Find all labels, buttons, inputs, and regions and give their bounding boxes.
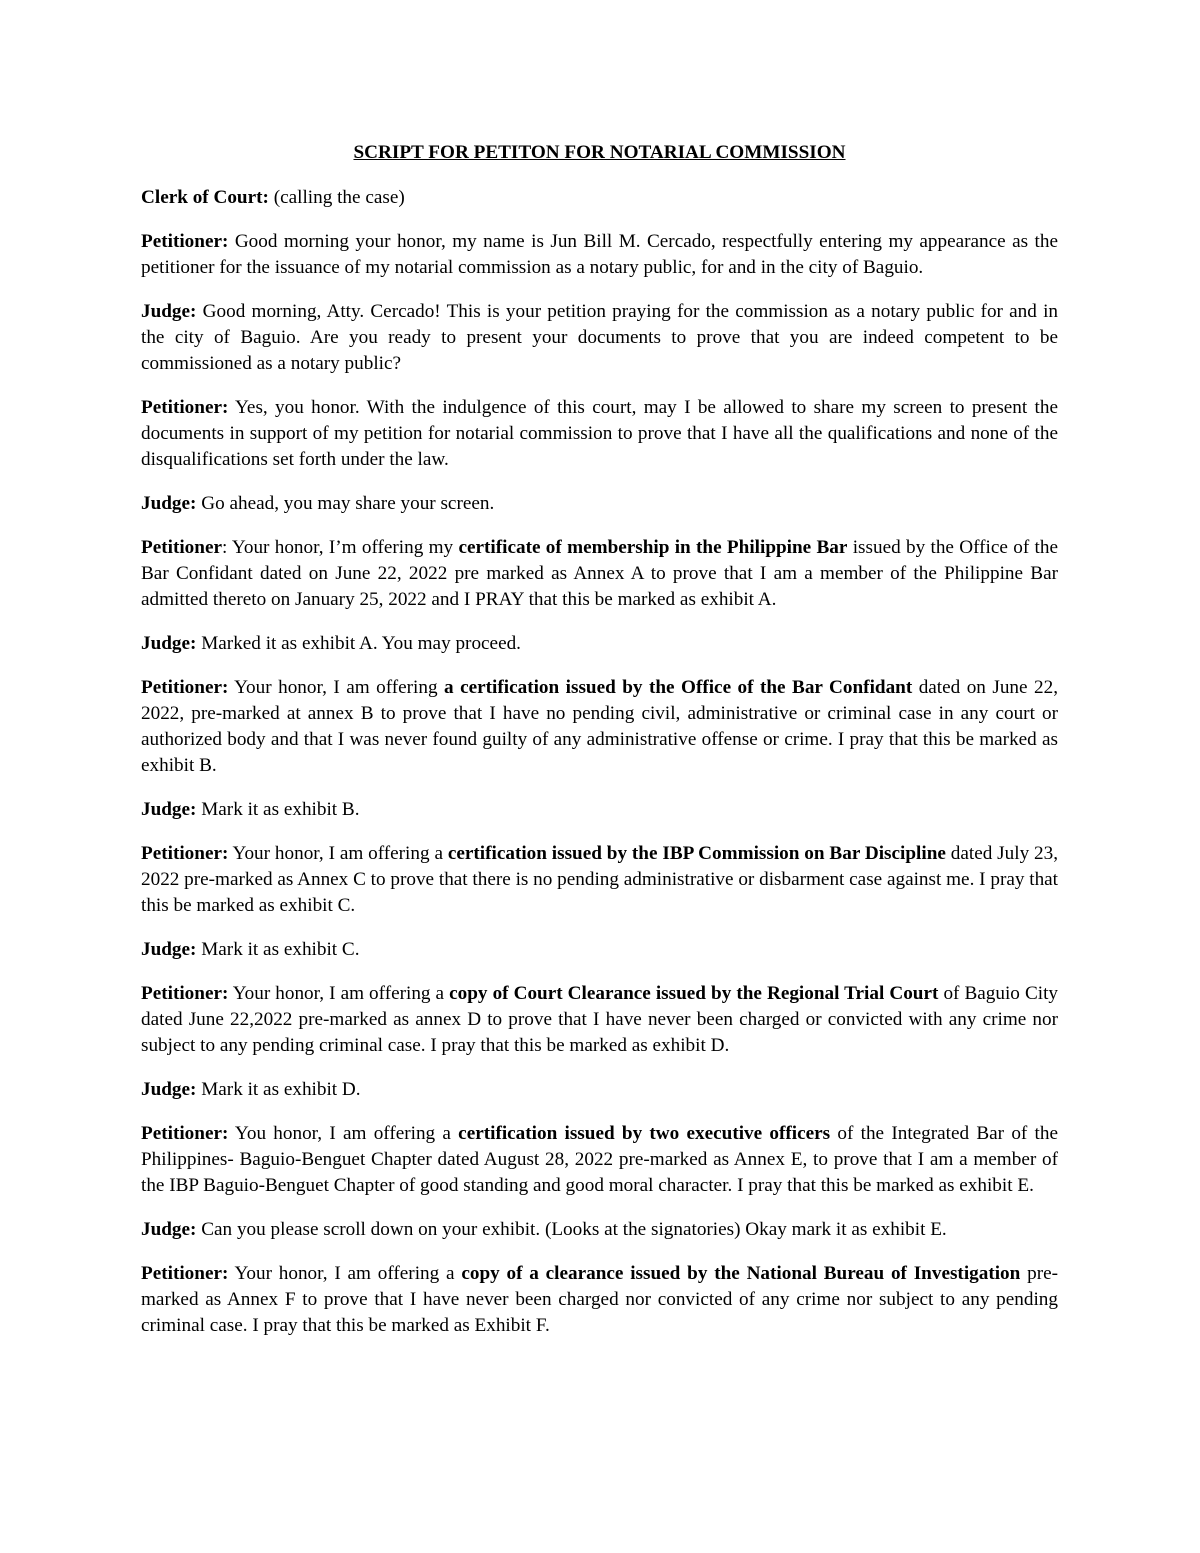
script-paragraph	[141, 229, 1058, 281]
speaker-label: Clerk of Court:	[141, 187, 269, 208]
paragraph-text: Go ahead, you may share your screen.	[196, 493, 495, 514]
speaker-label: Petitioner:	[141, 843, 229, 864]
speaker-label: Petitioner:	[141, 677, 229, 698]
speaker-label: Judge:	[141, 1079, 197, 1100]
script-paragraph	[141, 841, 1058, 919]
emphasized-text: certification issued by two executive officers	[458, 1123, 831, 1144]
script-paragraph	[141, 937, 1058, 963]
paragraph-text: of Baguio City dated June 22,2022 pre-marked as annex D to prove that I have never been charged or convicted with any crime nor subject to any pending criminal case. I pray that this be marked as exhibit D.	[141, 983, 1059, 1056]
speaker-label: Petitioner:	[141, 983, 229, 1004]
paragraph-text: issued by the Office of the Bar Confidant dated on June 22, 2022 pre marked as Annex A to prove that I am a member of the Philippine Bar admitted thereto on January 25, 2022 and I PRAY that this be marked as exhibit A.	[141, 537, 1058, 610]
script-paragraph	[141, 981, 1058, 1059]
paragraph-text: Can you please scroll down on your exhibit. (Looks at the signatories) Okay mark it as exhibit E.	[196, 1219, 947, 1240]
paragraph-text: pre-marked as Annex F to prove that I have never been charged nor convicted of any crime nor subject to any pending criminal case. I pray that this be marked as Exhibit F.	[141, 1263, 1059, 1336]
speaker-label: Judge:	[141, 939, 197, 960]
speaker-label: Petitioner:	[141, 231, 229, 252]
emphasized-text: copy of Court Clearance issued by the Regional Trial Court	[449, 983, 939, 1004]
script-paragraph	[141, 797, 1058, 823]
speaker-label: Judge:	[141, 301, 197, 322]
emphasized-text: copy of a clearance issued by the National Bureau of Investigation	[461, 1263, 1021, 1284]
paragraph-text: You honor, I am offering a	[228, 1123, 459, 1144]
script-paragraph	[141, 395, 1058, 473]
paragraph-text: Yes, you honor. With the indulgence of this court, may I be allowed to share my screen to present the documents in support of my petition for notarial commission to prove that I have all the qualifications and none of the disqualifications set forth under the law.	[141, 397, 1058, 470]
paragraph-text: Mark it as exhibit D.	[196, 1079, 361, 1100]
script-paragraph	[141, 1121, 1058, 1199]
script-paragraph	[141, 631, 1058, 657]
paragraph-text: dated July 23, 2022 pre-marked as Annex C to prove that there is no pending administrative or disbarment case against me. I pray that this be marked as exhibit C.	[141, 843, 1059, 916]
speaker-label: Judge:	[141, 799, 197, 820]
speaker-label: Judge:	[141, 1219, 197, 1240]
paragraph-text: of the Integrated Bar of the Philippines- Baguio-Benguet Chapter dated August 28, 2022 pre-marked as Annex E, to prove that I am a member of the IBP Baguio-Benguet Chapter of good standing and good moral character. I pray that this be marked as exhibit E.	[141, 1123, 1059, 1196]
emphasized-text: a certification issued by the Office of the Bar Confidant	[444, 677, 913, 698]
paragraph-text: Good morning your honor, my name is Jun Bill M. Cercado, respectfully entering my appearance as the petitioner for the issuance of my notarial commission as a notary public, for and in the city of Baguio.	[141, 231, 1058, 278]
document-title: SCRIPT FOR PETITON FOR NOTARIAL COMMISSION	[353, 142, 846, 163]
speaker-label: Judge:	[141, 633, 197, 654]
paragraph-text: dated on June 22, 2022, pre-marked at annex B to prove that I have no pending civil, administrative or criminal case in any court or authorized body and that I was never found guilty of any administrative offense or crime. I pray that this be marked as exhibit B.	[141, 677, 1058, 776]
paragraph-text: Marked it as exhibit A. You may proceed.	[196, 633, 521, 654]
speaker-label: Judge:	[141, 493, 197, 514]
paragraph-text: Mark it as exhibit C.	[196, 939, 360, 960]
speaker-label: Petitioner:	[141, 1263, 229, 1284]
paragraph-text: Mark it as exhibit B.	[196, 799, 360, 820]
script-paragraph	[141, 1217, 1058, 1243]
script-paragraph	[141, 491, 1058, 517]
paragraph-text: Your honor, I am offering a	[228, 843, 448, 864]
emphasized-text: certificate of membership in the Philippine Bar	[458, 537, 848, 558]
script-paragraph	[141, 535, 1058, 613]
paragraph-text: Your honor, I am offering	[228, 677, 445, 698]
script-paragraph	[141, 675, 1058, 779]
script-paragraph	[141, 299, 1058, 377]
script-paragraph	[141, 1261, 1058, 1339]
emphasized-text: certification issued by the IBP Commission on Bar Discipline	[447, 843, 946, 864]
script-paragraphs	[141, 185, 1058, 1339]
speaker-label: Petitioner	[141, 537, 222, 558]
document-body	[141, 140, 1058, 1357]
paragraph-text: (calling the case)	[268, 187, 405, 208]
speaker-label: Petitioner:	[141, 397, 229, 418]
script-paragraph	[141, 1077, 1058, 1103]
paragraph-text: Your honor, I am offering a	[228, 983, 450, 1004]
paragraph-text: Good morning, Atty. Cercado! This is your petition praying for the commission as a notary public for and in the city of Baguio. Are you ready to present your documents to prove that you are indeed competent to be commissioned as a notary public?	[141, 301, 1058, 374]
paragraph-text: : Your honor, I’m offering my	[221, 537, 459, 558]
paragraph-text: Your honor, I am offering a	[228, 1263, 462, 1284]
script-paragraph	[141, 185, 1058, 211]
speaker-label: Petitioner:	[141, 1123, 229, 1144]
